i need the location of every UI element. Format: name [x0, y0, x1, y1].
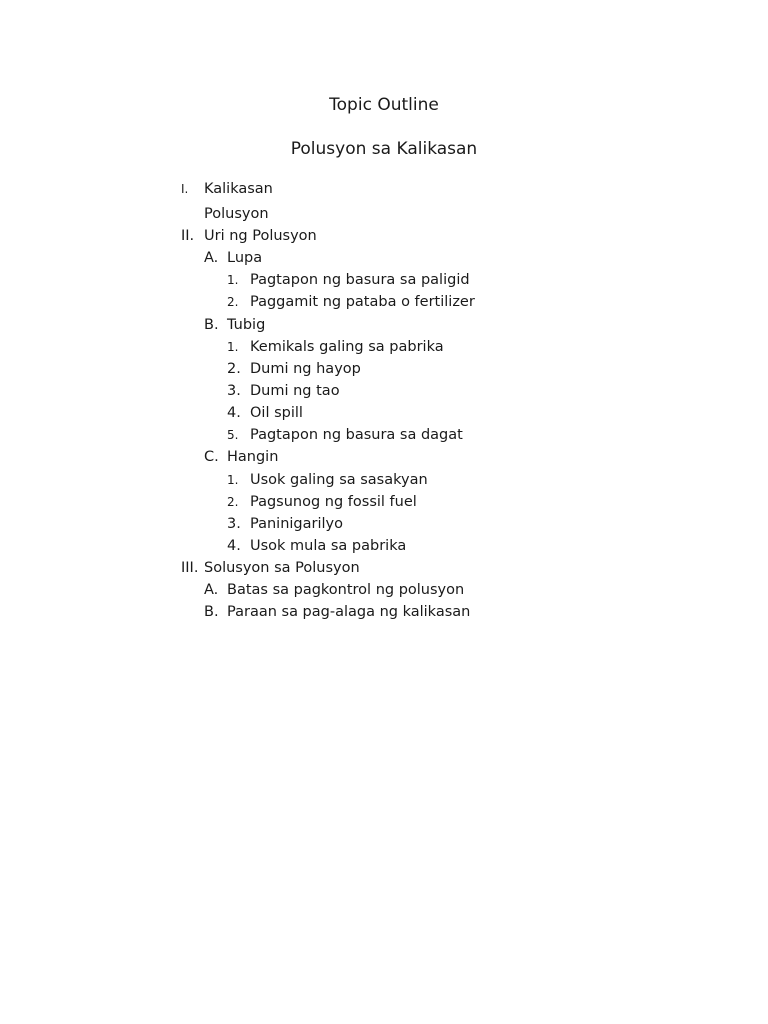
outline-marker: 5. — [227, 428, 239, 442]
outline-marker: 1. — [227, 340, 239, 354]
document-subtitle: Polusyon sa Kalikasan — [290, 139, 478, 159]
outline-text: Dumi ng hayop — [250, 361, 361, 377]
outline-marker: 3. — [227, 516, 241, 532]
outline-marker: B. — [204, 317, 219, 333]
outline-text: Paggamit ng pataba o fertilizer — [250, 294, 475, 310]
outline-text: Pagtapon ng basura sa paligid — [250, 272, 470, 288]
outline-text: Paraan sa pag-alaga ng kalikasan — [227, 604, 471, 620]
outline-text: Pagsunog ng fossil fuel — [250, 494, 417, 510]
outline-text: Pagtapon ng basura sa dagat — [250, 427, 463, 443]
outline-text: Oil spill — [250, 405, 303, 421]
outline-text: Kemikals galing sa pabrika — [250, 339, 444, 355]
outline-text: Solusyon sa Polusyon — [204, 560, 360, 576]
outline-marker: II. — [181, 228, 195, 244]
outline-text: Kalikasan — [204, 181, 273, 197]
outline-text: Uri ng Polusyon — [204, 228, 317, 244]
outline-marker: I. — [181, 182, 189, 196]
outline-marker: 1. — [227, 273, 239, 287]
outline-text: Polusyon — [204, 206, 269, 222]
outline-marker: 4. — [227, 405, 241, 421]
outline-text: Lupa — [227, 250, 263, 266]
outline-marker: A. — [204, 582, 219, 598]
outline-text: Paninigarilyo — [250, 516, 343, 532]
outline-text: Tubig — [227, 317, 266, 333]
outline-marker: 4. — [227, 538, 241, 554]
outline-text: Dumi ng tao — [250, 383, 340, 399]
outline-marker: 2. — [227, 361, 241, 377]
outline-text: Batas sa pagkontrol ng polusyon — [227, 582, 465, 598]
outline-marker: 3. — [227, 383, 241, 399]
outline-marker: B. — [204, 604, 219, 620]
outline-marker: 2. — [227, 295, 239, 309]
outline-marker: III. — [181, 560, 199, 576]
outline-marker: C. — [204, 449, 219, 465]
outline-marker: A. — [204, 250, 219, 266]
document-title: Topic Outline — [329, 95, 439, 115]
outline-text: Hangin — [227, 449, 279, 465]
outline-marker: 2. — [227, 495, 239, 509]
outline-text: Usok mula sa pabrika — [250, 538, 407, 554]
outline-text: Usok galing sa sasakyan — [250, 472, 428, 488]
outline-marker: 1. — [227, 473, 239, 487]
